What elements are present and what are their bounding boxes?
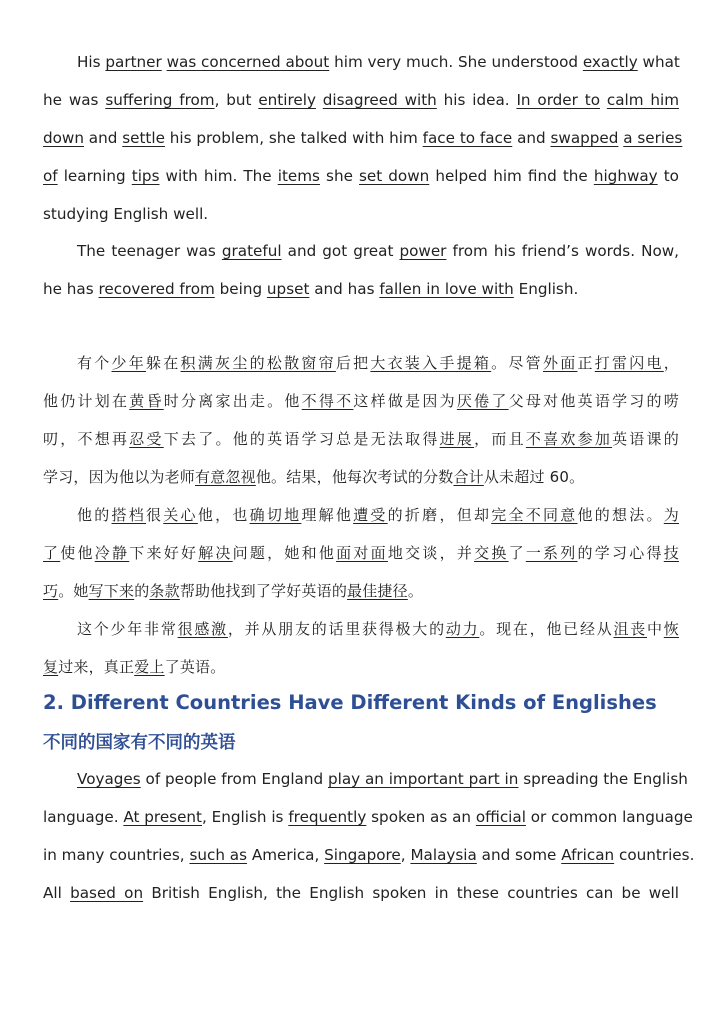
vocab-phrase: 了 (43, 544, 61, 562)
text-segment: 了英语。 (164, 658, 226, 676)
vocab-phrase: 冷静 (94, 544, 130, 562)
text-segment: 从未超过 60。 (483, 468, 585, 486)
text-segment (316, 91, 323, 109)
text-line (43, 836, 695, 874)
text-segment: she (319, 167, 359, 185)
text-line (43, 81, 679, 119)
vocab-phrase: 搭档 (111, 506, 147, 524)
text-segment: 他，也 (197, 506, 250, 524)
text-segment: him very much. She understood (329, 53, 583, 71)
vocab-phrase: 最佳捷径 (347, 582, 408, 600)
vocab-phrase: 一系列 (525, 544, 578, 562)
text-segment: America, (247, 846, 325, 864)
vocab-phrase: entirely (258, 91, 316, 109)
text-line (43, 270, 679, 308)
vocab-phrase: frequently (288, 808, 367, 826)
text-segment: ， (663, 354, 679, 372)
text-segment: 后把 (335, 354, 371, 372)
vocab-phrase: 忍受 (129, 430, 164, 448)
vocab-phrase: 面对面 (336, 544, 388, 562)
text-segment: and (512, 129, 551, 147)
text-segment: 他的 (77, 506, 112, 524)
text-segment: and some (476, 846, 562, 864)
vocab-phrase: calm him (606, 91, 679, 109)
vocab-phrase: 积满灰尘的松散窗帘 (180, 354, 336, 372)
vocab-phrase: At present (123, 808, 203, 826)
text-segment: being (214, 280, 267, 298)
text-segment: 了 (508, 544, 526, 562)
text-segment: English. (513, 280, 579, 298)
text-segment: 这样做是因为 (353, 392, 457, 410)
text-segment: His (77, 53, 106, 71)
text-line (43, 534, 679, 572)
vocab-phrase: 大衣装入手提箱 (370, 354, 492, 372)
vocab-phrase: of (43, 167, 58, 185)
text-segment: and got great (281, 242, 400, 260)
text-segment: 下去了。他的英语学习总是无法取得 (163, 430, 440, 448)
text-segment: and (83, 129, 123, 147)
vocab-phrase: 有意忽视 (195, 468, 256, 486)
vocab-phrase: 巧 (43, 582, 59, 600)
vocab-phrase: 为 (663, 506, 679, 524)
text-segment: 过来，真正 (58, 658, 135, 676)
text-segment: language. (43, 808, 124, 826)
text-line (43, 157, 679, 195)
vocab-phrase: African (561, 846, 615, 864)
vocab-phrase: 合计 (453, 468, 484, 486)
vocab-phrase: set down (358, 167, 430, 185)
text-segment: , English is (202, 808, 289, 826)
text-segment: from his friend’s words. Now, (446, 242, 679, 260)
text-segment: British English, the English spoken in these countries can be well (143, 884, 679, 902)
text-segment: All (43, 884, 71, 902)
vocab-phrase: exactly (582, 53, 638, 71)
text-segment: what (637, 53, 680, 71)
text-segment: 他。结果，他每次考试的分数 (255, 468, 454, 486)
text-segment: 时分离家出走。他 (163, 392, 302, 410)
text-segment: 。 (407, 582, 424, 600)
text-segment: in many countries, (43, 846, 190, 864)
text-segment: learning (57, 167, 132, 185)
text-line (43, 572, 679, 610)
vocab-phrase: a series (623, 129, 683, 147)
text-segment: his problem, she talked with him (164, 129, 423, 147)
text-segment: 。她 (58, 582, 89, 600)
vocab-phrase: Voyages (77, 770, 141, 788)
text-line (43, 798, 693, 836)
vocab-phrase: 恢 (663, 620, 679, 638)
vocab-phrase: settle (122, 129, 165, 147)
text-segment: helped him find the (429, 167, 594, 185)
vocab-phrase: grateful (221, 242, 282, 260)
vocab-phrase: 外面 (542, 354, 578, 372)
vocab-phrase: 技 (663, 544, 679, 562)
text-segment: and has (309, 280, 380, 298)
vocab-phrase: power (399, 242, 447, 260)
text-segment: 他的想法。 (577, 506, 664, 524)
text-segment: with him. The (159, 167, 278, 185)
vocab-phrase: 条款 (149, 582, 180, 600)
paragraph-chinese-1 (43, 344, 679, 496)
vocab-phrase: 关心 (163, 506, 198, 524)
vocab-phrase: 复 (43, 658, 59, 676)
text-segment: 帮助他找到了学好英语的 (179, 582, 348, 600)
text-line (43, 648, 679, 686)
text-segment: 。现在，他已经从 (479, 620, 614, 638)
vocab-phrase: 不喜欢参加 (525, 430, 613, 448)
vocab-phrase: was concerned about (166, 53, 330, 71)
text-segment: countries. (614, 846, 695, 864)
text-line (43, 874, 679, 912)
vocab-phrase: 很感激 (177, 620, 228, 638)
section-heading-chinese: 不同的国家有不同的英语 (43, 733, 236, 753)
vocab-phrase: partner (105, 53, 162, 71)
text-segment: 正 (577, 354, 595, 372)
vocab-phrase: fallen in love with (379, 280, 514, 298)
vocab-phrase: 黄昏 (129, 392, 164, 410)
paragraph-chinese-2 (43, 496, 679, 610)
vocab-phrase: play an important part in (327, 770, 519, 788)
vocab-phrase: Malaysia (410, 846, 477, 864)
vocab-phrase: 完全不同意 (491, 506, 578, 524)
text-line (43, 119, 683, 157)
vocab-phrase: 厌倦了 (456, 392, 509, 410)
text-segment: spreading the English (518, 770, 688, 788)
vocab-phrase: recovered from (98, 280, 215, 298)
vocab-phrase: 解决 (198, 544, 233, 562)
vocab-phrase: 爱上 (134, 658, 165, 676)
vocab-phrase: such as (189, 846, 248, 864)
text-segment: 学习，因为他以为老师 (43, 468, 196, 486)
text-segment: 叨，不想再 (43, 430, 130, 448)
vocab-phrase: 进展 (439, 430, 475, 448)
text-line (43, 195, 679, 233)
vocab-phrase: highway (593, 167, 658, 185)
vocab-phrase: 交换 (474, 544, 509, 562)
vocab-phrase: 不得不 (301, 392, 354, 410)
text-segment: 使他 (60, 544, 95, 562)
text-segment: 的学习心得 (577, 544, 664, 562)
text-line (43, 344, 679, 382)
text-segment: ，而且 (474, 430, 526, 448)
text-segment: 问题，她和他 (232, 544, 337, 562)
vocab-phrase: based on (70, 884, 144, 902)
text-segment: 他仍计划在 (43, 392, 130, 410)
text-segment: ，并从朋友的话里获得极大的 (227, 620, 446, 638)
text-segment: he has (43, 280, 99, 298)
vocab-phrase: swapped (550, 129, 619, 147)
paragraph-english-1 (43, 43, 683, 233)
vocab-phrase: 少年 (111, 354, 147, 372)
text-segment: 的折磨，但却 (387, 506, 492, 524)
text-segment: 很 (146, 506, 164, 524)
vocab-phrase: disagreed with (322, 91, 437, 109)
text-segment: 的 (134, 582, 150, 600)
text-segment: 父母对他英语学习的唠 (508, 392, 679, 410)
text-segment: 地交谈，并 (387, 544, 475, 562)
text-segment: or common language (525, 808, 693, 826)
text-line (43, 458, 679, 496)
vocab-phrase: 写下来 (88, 582, 135, 600)
text-segment: 中 (647, 620, 664, 638)
vocab-phrase: face to face (422, 129, 513, 147)
text-line (43, 382, 679, 420)
text-line (43, 610, 679, 648)
vocab-phrase: Singapore (324, 846, 401, 864)
text-line (43, 496, 679, 534)
vocab-phrase: items (277, 167, 320, 185)
vocab-phrase: In order to (516, 91, 600, 109)
paragraph-english-3 (43, 760, 695, 912)
text-line (43, 43, 679, 81)
text-segment: 躲在 (146, 354, 181, 372)
text-segment: The teenager was (77, 242, 222, 260)
vocab-phrase: upset (266, 280, 310, 298)
text-line (43, 420, 679, 458)
text-segment: 有个 (77, 354, 112, 372)
text-segment: 理解他 (301, 506, 354, 524)
vocab-phrase: 打雷闪电 (594, 354, 664, 372)
text-segment: studying English well. (43, 205, 209, 223)
text-segment: , but (214, 91, 259, 109)
section-heading-english: 2. Different Countries Have Different Kinds of Englishes (43, 691, 657, 714)
vocab-phrase: tips (131, 167, 160, 185)
text-segment: he was (43, 91, 106, 109)
vocab-phrase: down (43, 129, 84, 147)
paragraph-english-2 (43, 232, 679, 308)
text-segment: , (400, 846, 411, 864)
text-segment: to (657, 167, 679, 185)
text-segment (600, 91, 607, 109)
vocab-phrase: 遭受 (353, 506, 388, 524)
vocab-phrase: official (475, 808, 526, 826)
text-segment: spoken as an (366, 808, 476, 826)
vocab-phrase: 沮丧 (613, 620, 648, 638)
text-line (43, 232, 679, 270)
text-segment: his idea. (436, 91, 517, 109)
text-segment: 这个少年非常 (77, 620, 178, 638)
text-segment: 英语课的 (612, 430, 679, 448)
vocab-phrase: suffering from (105, 91, 215, 109)
text-line (43, 760, 688, 798)
text-segment: of people from England (140, 770, 328, 788)
vocab-phrase: 确切地 (249, 506, 302, 524)
text-segment: 下来好好 (129, 544, 199, 562)
paragraph-chinese-3 (43, 610, 679, 686)
text-segment: 。尽管 (491, 354, 543, 372)
vocab-phrase: 动力 (445, 620, 480, 638)
